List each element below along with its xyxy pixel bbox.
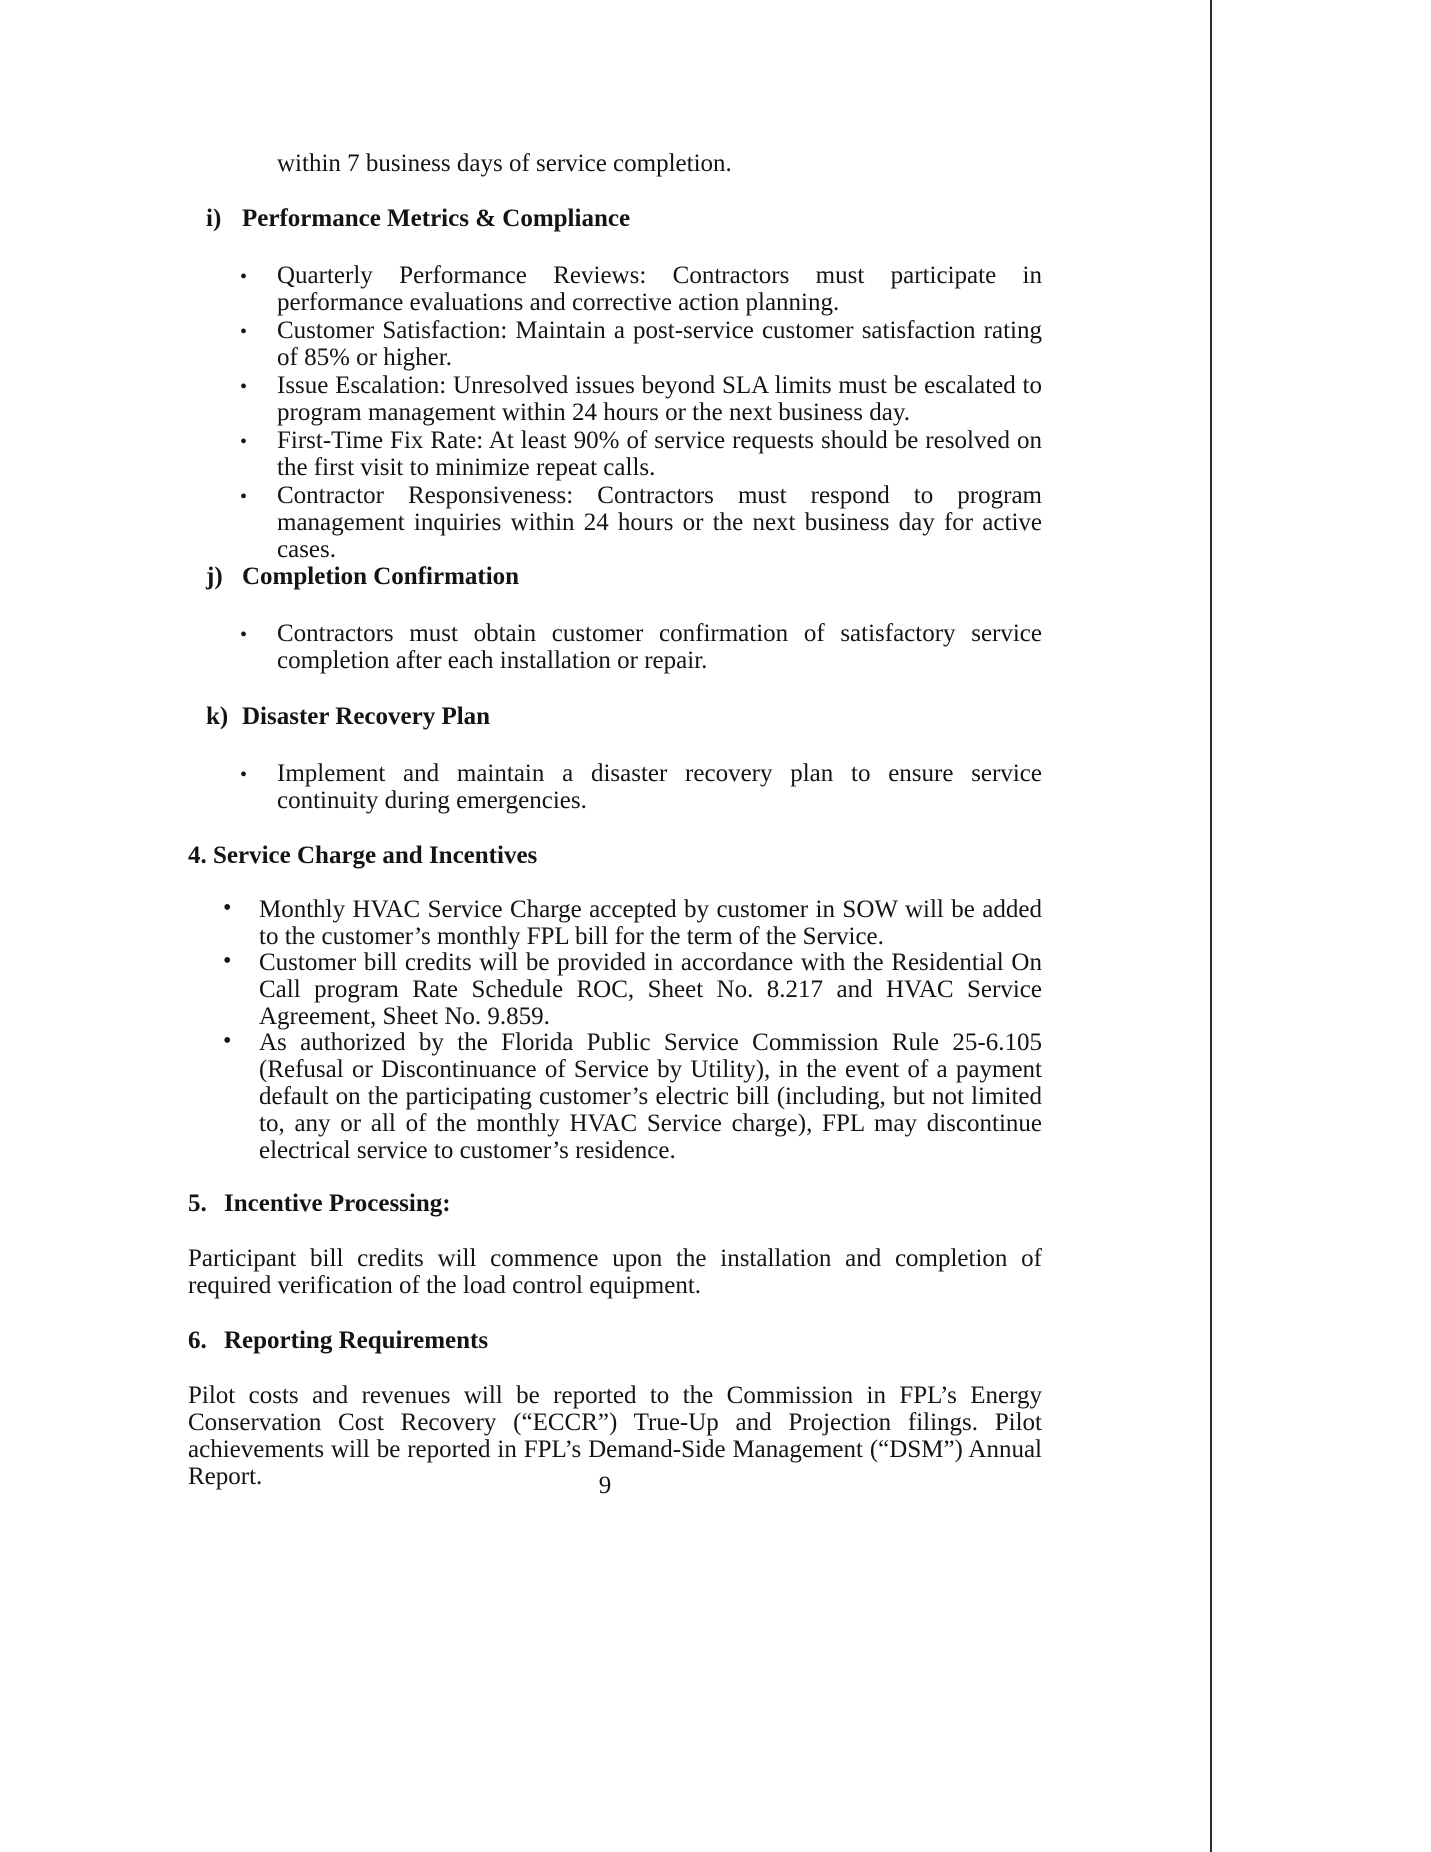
list-item: Contractor Responsiveness: Contractors must respond to program management inquiries within 24 hours or the next business day for active cases.	[277, 482, 1042, 563]
section-i-title: Performance Metrics & Compliance	[242, 205, 631, 232]
section-j-marker: j)	[206, 563, 223, 590]
list-item: Contractors must obtain customer confirmation of satisfactory service completion after each installation or repair.	[277, 620, 1042, 674]
page-edge-divider	[1210, 0, 1212, 1852]
list-item: Customer Satisfaction: Maintain a post-service customer satisfaction rating of 85% or higher.	[277, 317, 1042, 371]
section-k-title: Disaster Recovery Plan	[242, 703, 491, 730]
page-number: 9	[598, 1472, 612, 1499]
section-j-title: Completion Confirmation	[242, 563, 520, 590]
list-item: Customer bill credits will be provided in accordance with the Residential On Call program Rate Schedule ROC, Sheet No. 8.217 and HVAC Service Agreement, Sheet No. 9.859.	[259, 949, 1042, 1030]
bullet-icon: •	[223, 948, 232, 974]
bullet-icon: •	[240, 266, 248, 288]
section-5-number: 5.	[188, 1190, 207, 1217]
list-item: Quarterly Performance Reviews: Contractors must participate in performance evaluations and corrective action planning.	[277, 262, 1042, 316]
continuation-text: within 7 business days of service completion.	[277, 150, 732, 177]
section-i-marker: i)	[206, 205, 222, 232]
list-item: First-Time Fix Rate: At least 90% of service requests should be resolved on the first visit to minimize repeat calls.	[277, 427, 1042, 481]
section-5-title: Incentive Processing:	[224, 1190, 451, 1217]
section-5-body: Participant bill credits will commence upon the installation and completion of required verification of the load control equipment.	[188, 1245, 1042, 1299]
section-k-marker: k)	[206, 703, 229, 730]
bullet-icon: •	[240, 764, 248, 786]
bullet-icon: •	[240, 376, 248, 398]
bullet-icon: •	[223, 1028, 232, 1054]
bullet-icon: •	[240, 431, 248, 453]
section-6-body: Pilot costs and revenues will be reported to the Commission in FPL’s Energy Conservation Cost Recovery (“ECCR”) True-Up and Projection filings. Pilot achievements will be reported in FPL’s Demand-Side Management (“DSM”) Annual Report.	[188, 1382, 1042, 1490]
list-item: As authorized by the Florida Public Service Commission Rule 25-6.105 (Refusal or Discontinuance of Service by Utility), in the event of a payment default on the participating customer’s electric bill (including, but not limited to, any or all of the monthly HVAC Service charge), FPL may discontinue electrical service to customer’s residence.	[259, 1029, 1042, 1164]
list-item: Issue Escalation: Unresolved issues beyond SLA limits must be escalated to program management within 24 hours or the next business day.	[277, 372, 1042, 426]
section-6-number: 6.	[188, 1327, 207, 1354]
list-item: Monthly HVAC Service Charge accepted by customer in SOW will be added to the customer’s monthly FPL bill for the term of the Service.	[259, 896, 1042, 950]
list-item: Implement and maintain a disaster recovery plan to ensure service continuity during emergencies.	[277, 760, 1042, 814]
bullet-icon: •	[240, 624, 248, 646]
bullet-icon: •	[240, 486, 248, 508]
bullet-icon: •	[240, 321, 248, 343]
bullet-icon: •	[223, 895, 232, 921]
section-6-title: Reporting Requirements	[224, 1327, 489, 1354]
section-4-title: 4. Service Charge and Incentives	[188, 842, 538, 869]
